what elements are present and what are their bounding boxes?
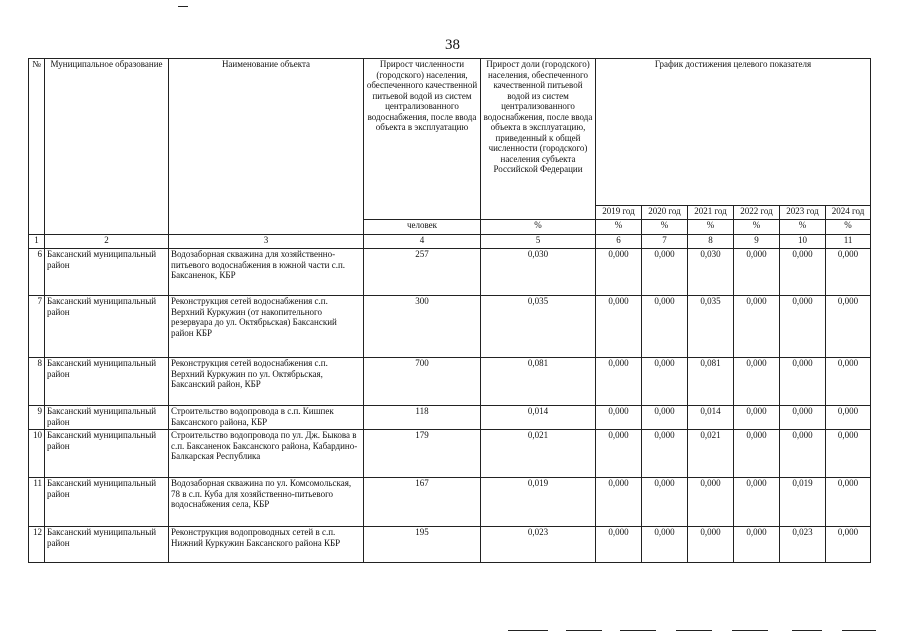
row-year-value: 0,035 xyxy=(688,296,734,358)
table-row xyxy=(29,358,871,406)
row-share: 0,030 xyxy=(481,249,596,296)
row-year-value: 0,000 xyxy=(688,527,734,563)
row-year-value: 0,014 xyxy=(688,406,734,430)
row-year-value: 0,000 xyxy=(642,249,688,296)
row-population: 167 xyxy=(364,478,481,527)
column-number: 10 xyxy=(780,235,826,249)
row-year-value: 0,000 xyxy=(596,527,642,563)
row-number: 6 xyxy=(29,249,45,296)
row-year-value: 0,000 xyxy=(734,249,780,296)
row-share: 0,014 xyxy=(481,406,596,430)
row-year-value: 0,030 xyxy=(688,249,734,296)
header-year: 2022 год xyxy=(734,206,780,220)
row-share: 0,019 xyxy=(481,478,596,527)
table-row xyxy=(29,406,871,430)
header-object-name: Наименование объекта xyxy=(169,59,364,235)
column-number: 8 xyxy=(688,235,734,249)
row-object: Реконструкция сетей водоснабжения с.п. Верхний Куркужин по ул. Октябрьская, Баксанский район, КБР xyxy=(169,358,364,406)
row-year-value: 0,000 xyxy=(734,406,780,430)
unit-percent: % xyxy=(734,220,780,235)
row-year-value: 0,000 xyxy=(826,527,871,563)
row-number: 11 xyxy=(29,478,45,527)
row-year-value: 0,023 xyxy=(780,527,826,563)
row-year-value: 0,000 xyxy=(596,478,642,527)
row-year-value: 0,000 xyxy=(596,406,642,430)
row-year-value: 0,021 xyxy=(688,430,734,478)
row-year-value: 0,000 xyxy=(734,296,780,358)
row-population: 118 xyxy=(364,406,481,430)
header-population-growth: Прирост численности (городского) населения, обеспеченного качественной питьевой водой из систем централизованного водоснабжения, после ввода объекта в эксплуатацию xyxy=(364,59,481,220)
row-year-value: 0,000 xyxy=(734,478,780,527)
unit-percent: % xyxy=(780,220,826,235)
row-share: 0,023 xyxy=(481,527,596,563)
row-number: 9 xyxy=(29,406,45,430)
row-year-value: 0,000 xyxy=(596,358,642,406)
table-row xyxy=(29,430,871,478)
row-year-value: 0,000 xyxy=(780,296,826,358)
row-number: 12 xyxy=(29,527,45,563)
column-number: 5 xyxy=(481,235,596,249)
row-year-value: 0,000 xyxy=(596,249,642,296)
scan-artifact-line xyxy=(508,630,548,631)
row-share: 0,081 xyxy=(481,358,596,406)
unit-percent: % xyxy=(688,220,734,235)
column-number: 4 xyxy=(364,235,481,249)
row-number: 8 xyxy=(29,358,45,406)
column-number: 9 xyxy=(734,235,780,249)
row-year-value: 0,000 xyxy=(826,430,871,478)
row-year-value: 0,000 xyxy=(642,478,688,527)
row-year-value: 0,000 xyxy=(596,296,642,358)
row-year-value: 0,000 xyxy=(780,430,826,478)
column-number: 3 xyxy=(169,235,364,249)
scan-artifact-line xyxy=(842,630,876,631)
row-municipality: Баксанский муниципальный район xyxy=(45,358,169,406)
row-object: Строительство водопровода в с.п. Кишпек Баксанского района, КБР xyxy=(169,406,364,430)
unit-percent: % xyxy=(481,220,596,235)
row-population: 179 xyxy=(364,430,481,478)
row-year-value: 0,000 xyxy=(780,406,826,430)
page-number: 38 xyxy=(445,37,460,53)
row-object: Водозаборная скважина по ул. Комсомольская, 78 в с.п. Куба для хозяйственно-питьевого водоснабжения села, КБР xyxy=(169,478,364,527)
header-year: 2019 год xyxy=(596,206,642,220)
row-year-value: 0,000 xyxy=(734,430,780,478)
row-year-value: 0,000 xyxy=(780,358,826,406)
unit-percent: % xyxy=(596,220,642,235)
header-share-growth: Прирост доли (городского) населения, обеспеченного качественной питьевой водой из систем централизованного водоснабжения, после ввода объекта в эксплуатацию, приведенный к общей численности (городского) населения субъекта Российской Федерации xyxy=(481,59,596,220)
table-row xyxy=(29,527,871,563)
row-municipality: Баксанский муниципальный район xyxy=(45,430,169,478)
row-municipality: Баксанский муниципальный район xyxy=(45,296,169,358)
column-number: 6 xyxy=(596,235,642,249)
column-number: 7 xyxy=(642,235,688,249)
column-number: 11 xyxy=(826,235,871,249)
row-object: Строительство водопровода по ул. Дж. Быкова в с.п. Баксаненок Баксанского района, Кабардино-Балкарская Республика xyxy=(169,430,364,478)
header-year: 2020 год xyxy=(642,206,688,220)
scan-artifact-line xyxy=(732,630,768,631)
scan-artifact-line xyxy=(620,630,656,631)
row-year-value: 0,000 xyxy=(826,358,871,406)
table-row xyxy=(29,296,871,358)
row-municipality: Баксанский муниципальный район xyxy=(45,406,169,430)
scan-artifact-line xyxy=(178,6,188,7)
row-number: 10 xyxy=(29,430,45,478)
row-population: 700 xyxy=(364,358,481,406)
unit-people: человек xyxy=(364,220,481,235)
header-year: 2024 год xyxy=(826,206,871,220)
row-population: 257 xyxy=(364,249,481,296)
row-year-value: 0,000 xyxy=(734,527,780,563)
row-year-value: 0,000 xyxy=(826,478,871,527)
row-year-value: 0,000 xyxy=(826,249,871,296)
row-object: Реконструкция водопроводных сетей в с.п. Нижний Куркужин Баксанского района КБР xyxy=(169,527,364,563)
column-number: 2 xyxy=(45,235,169,249)
header-year: 2023 год xyxy=(780,206,826,220)
row-year-value: 0,000 xyxy=(688,478,734,527)
scan-artifact-line xyxy=(676,630,712,631)
row-population: 300 xyxy=(364,296,481,358)
row-object: Водозаборная скважина для хозяйственно-питьевого водоснабжения в южной части с.п. Баксаненок, КБР xyxy=(169,249,364,296)
header-no: № xyxy=(29,59,45,235)
row-population: 195 xyxy=(364,527,481,563)
row-municipality: Баксанский муниципальный район xyxy=(45,249,169,296)
row-year-value: 0,000 xyxy=(642,527,688,563)
unit-percent: % xyxy=(826,220,871,235)
table-row xyxy=(29,478,871,527)
header-municipality: Муниципальное образование xyxy=(45,59,169,235)
table-row xyxy=(29,249,871,296)
row-year-value: 0,000 xyxy=(734,358,780,406)
row-object: Реконструкция сетей водоснабжения с.п. Верхний Куркужин (от накопительного резервуара до ул. Октябрьская) Баксанский район КБР xyxy=(169,296,364,358)
row-share: 0,035 xyxy=(481,296,596,358)
row-year-value: 0,000 xyxy=(642,406,688,430)
column-number: 1 xyxy=(29,235,45,249)
row-share: 0,021 xyxy=(481,430,596,478)
header-schedule: График достижения целевого показателя xyxy=(596,59,871,206)
water-supply-table xyxy=(28,58,871,563)
row-municipality: Баксанский муниципальный район xyxy=(45,527,169,563)
scan-artifact-line xyxy=(792,630,822,631)
scan-artifact-line xyxy=(566,630,602,631)
row-year-value: 0,000 xyxy=(780,249,826,296)
row-year-value: 0,081 xyxy=(688,358,734,406)
row-year-value: 0,000 xyxy=(642,358,688,406)
unit-percent: % xyxy=(642,220,688,235)
row-number: 7 xyxy=(29,296,45,358)
row-year-value: 0,000 xyxy=(642,296,688,358)
header-year: 2021 год xyxy=(688,206,734,220)
row-year-value: 0,000 xyxy=(642,430,688,478)
row-year-value: 0,019 xyxy=(780,478,826,527)
row-year-value: 0,000 xyxy=(826,296,871,358)
row-year-value: 0,000 xyxy=(596,430,642,478)
row-year-value: 0,000 xyxy=(826,406,871,430)
row-municipality: Баксанский муниципальный район xyxy=(45,478,169,527)
